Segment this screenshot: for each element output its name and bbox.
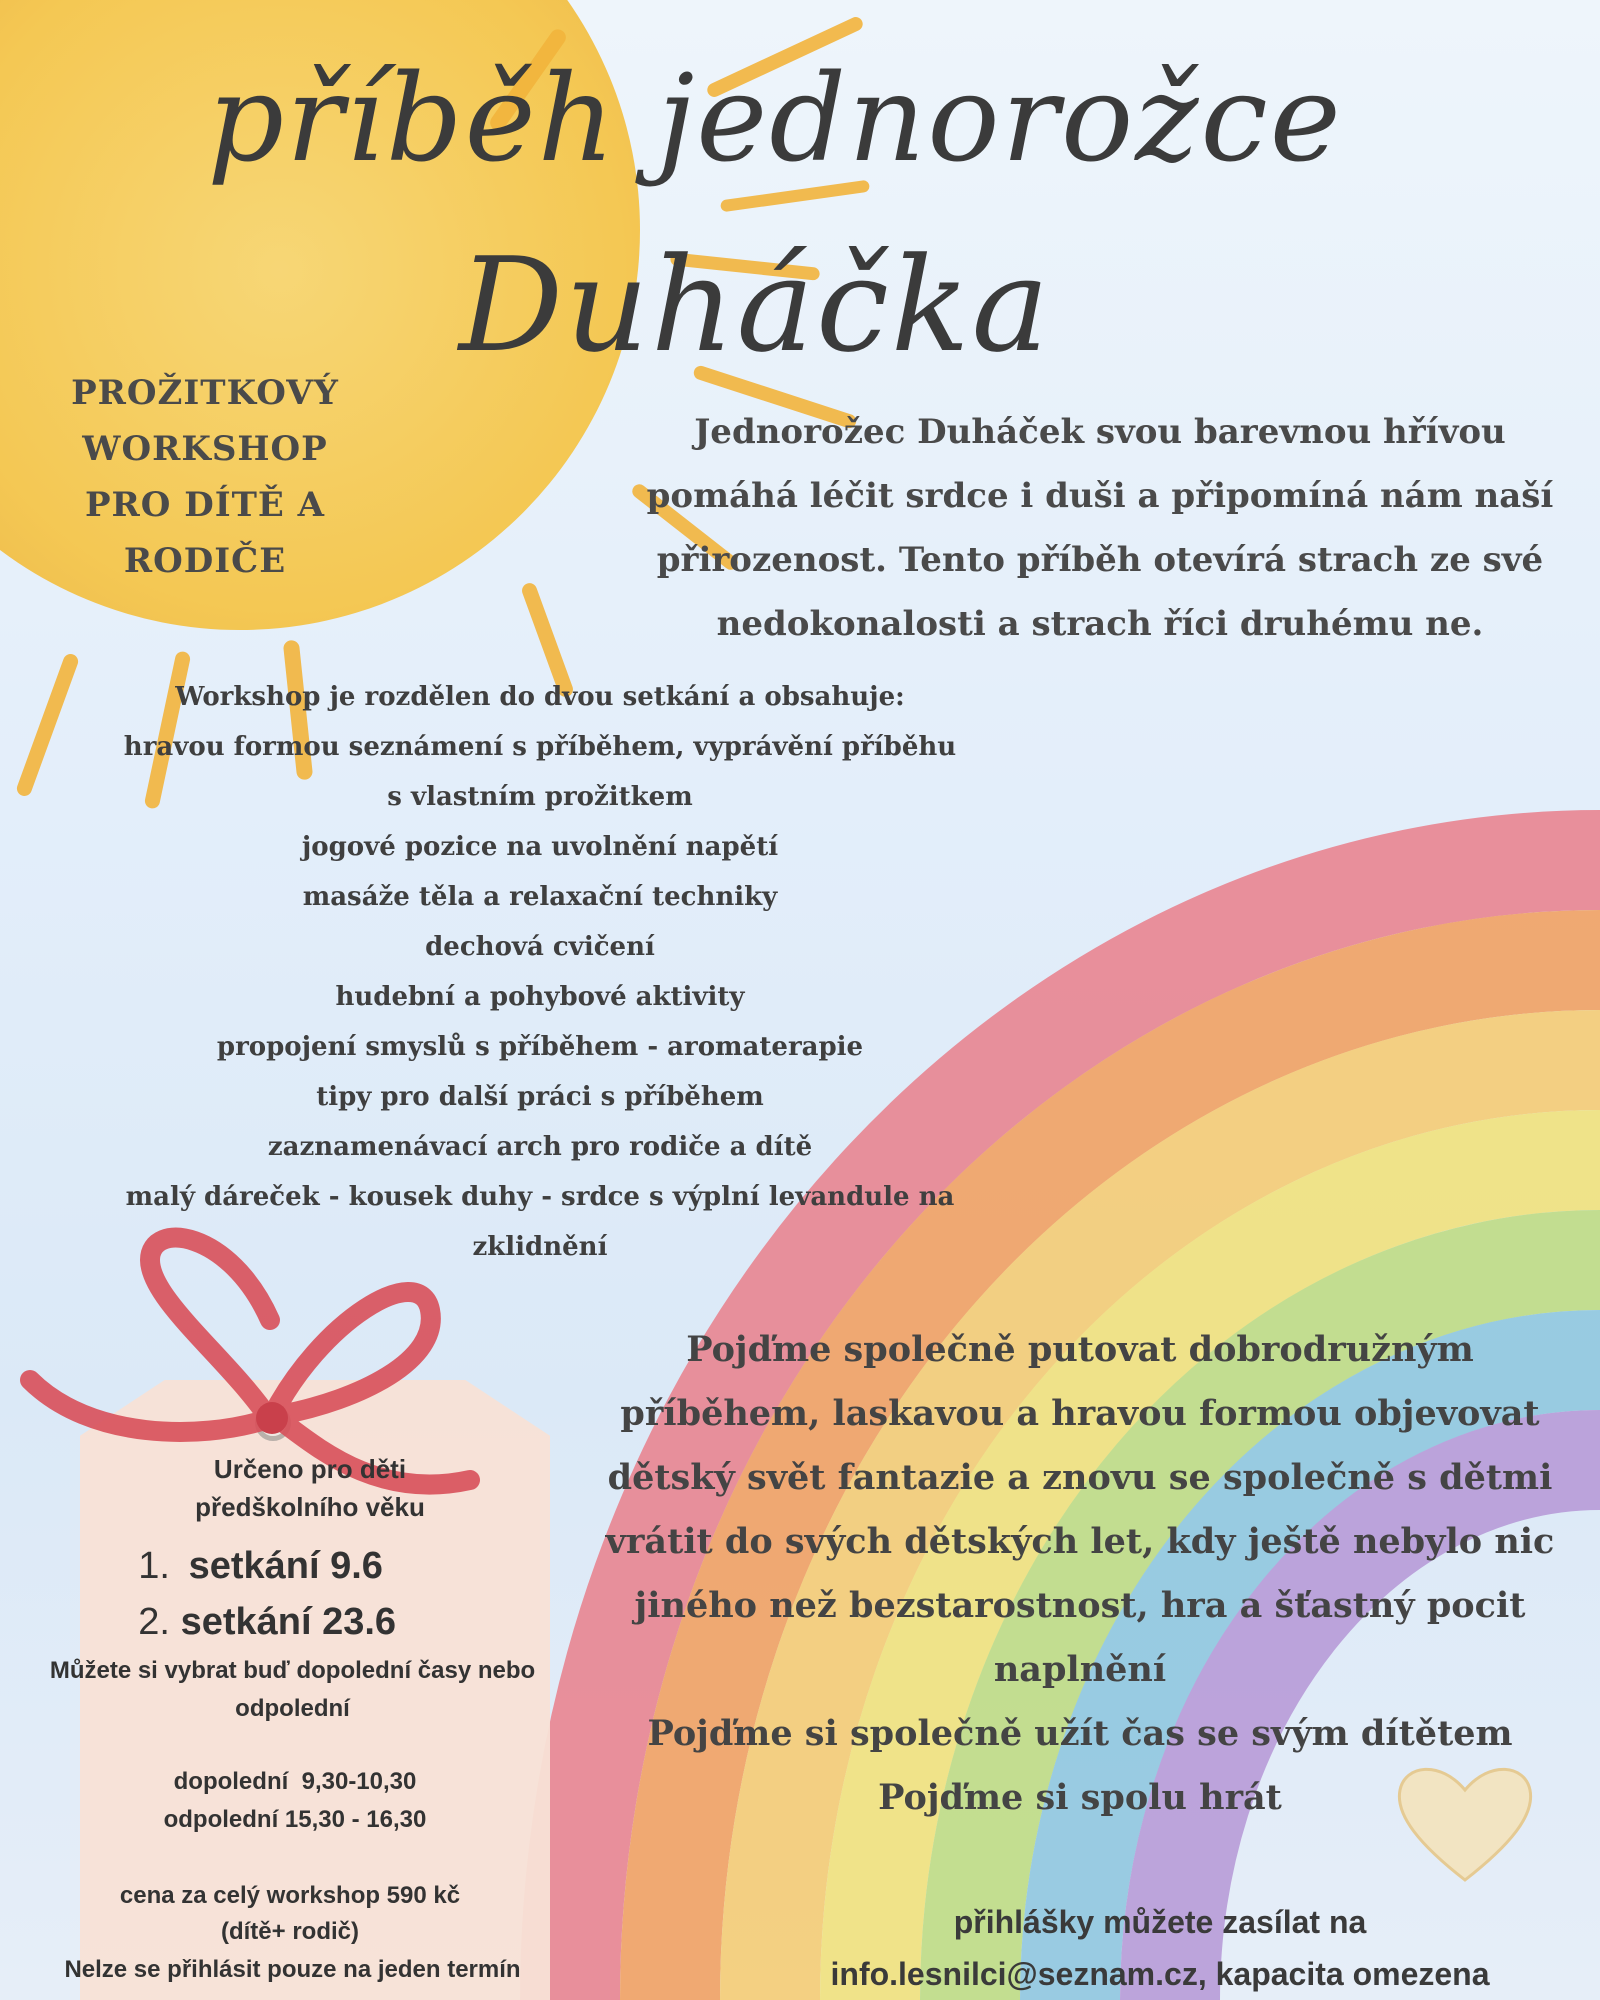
tag-audience-line: předškolního věku <box>195 1492 425 1522</box>
intro-line: pomáhá léčit srdce i duši a připomíná nám naší <box>646 476 1554 516</box>
time-afternoon: odpolední 15,30 - 16,30 <box>163 1806 427 1833</box>
contact-line: přihlášky můžete zasílat na <box>953 1904 1367 1940</box>
tag-audience <box>110 1450 510 1526</box>
meeting-number: 1. <box>138 1545 170 1587</box>
program-item: s vlastním prožitkem <box>387 782 693 812</box>
invitation-line: vrátit do svých dětských let, kdy ještě nebylo nic <box>605 1521 1555 1562</box>
meeting-1 <box>125 1538 525 1594</box>
invitation-line: příběhem, laskavou a hravou formou objevovat <box>620 1393 1540 1434</box>
intro-line: přirozenost. Tento příběh otevírá strach ze své <box>656 540 1544 580</box>
program-item: dechová cvičení <box>425 932 655 962</box>
program-item: malý dáreček - kousek duhy - srdce s výplní levandule na <box>125 1182 955 1212</box>
contact-email[interactable]: info.lesnilci@seznam.cz, kapacita omezena <box>830 1956 1490 1992</box>
price-line: cena za celý workshop 590 kč <box>119 1882 461 1909</box>
program-item: hravou formou seznámení s příběhem, vyprávění příběhu <box>123 732 957 762</box>
meeting-number: 2. <box>138 1601 170 1643</box>
program-item: tipy pro další práci s příběhem <box>316 1082 764 1112</box>
meeting-date: setkání 23.6 <box>180 1601 397 1643</box>
tag-note: Nelze se přihlásit pouze na jeden termín <box>64 1956 521 1983</box>
program-item: jogové pozice na uvolnění napětí <box>301 832 779 862</box>
meeting-date: setkání 9.6 <box>188 1545 383 1587</box>
intro-line: Jednorožec Duháček svou barevnou hřívou <box>694 412 1506 452</box>
tag-choice-line: odpolední <box>235 1695 350 1722</box>
page-title-line2: Duháčka <box>458 229 1052 381</box>
intro-line: nedokonalosti a strach říci druhému ne. <box>716 604 1484 644</box>
tag-audience-line: Určeno pro děti <box>213 1454 407 1484</box>
subtitle-line: RODIČE <box>123 541 287 581</box>
program-item: hudební a pohybové aktivity <box>335 982 745 1012</box>
price-note: (dítě+ rodič) <box>220 1918 359 1945</box>
intro-paragraph <box>610 400 1590 656</box>
invitation-line: dětský svět fantazie a znovu se společně s dětmi <box>607 1457 1553 1498</box>
program-item: masáže těla a relaxační techniky <box>302 882 778 912</box>
invitation-line: Pojďme si spolu hrát <box>878 1777 1282 1818</box>
invitation-line: jiného než bezstarostnost, hra a šťastný pocit <box>634 1585 1526 1626</box>
program-list <box>60 672 1020 1272</box>
tag-price <box>60 1878 520 1950</box>
workshop-subtitle <box>40 365 370 589</box>
tag-choice <box>0 1652 585 1728</box>
tag-choice-line: Můžete si vybrat buď dopolední časy nebo <box>49 1657 536 1684</box>
subtitle-line: PRO DÍTĚ A <box>84 485 326 525</box>
invitation-line: Pojďme společně putovat dobrodružným <box>686 1329 1474 1370</box>
program-item: zklidnění <box>472 1232 608 1262</box>
program-item: propojení smyslů s příběhem - aromaterapie <box>216 1032 864 1062</box>
meeting-2 <box>125 1594 525 1650</box>
page-title-line1: příběh jednorožce <box>207 50 1343 189</box>
subtitle-line: PROŽITKOVÝ <box>71 373 339 413</box>
program-heading: Workshop je rozdělen do dvou setkání a obsahuje: <box>175 682 905 712</box>
contact-info <box>720 1896 1600 2000</box>
invitation-line: naplnění <box>993 1649 1167 1690</box>
time-morning: dopolední 9,30-10,30 <box>173 1768 417 1795</box>
tag-times <box>100 1763 490 1839</box>
subtitle-line: WORKSHOP <box>82 429 328 469</box>
invitation-paragraph <box>570 1318 1590 1830</box>
program-item: zaznamenávací arch pro rodiče a dítě <box>267 1132 813 1162</box>
invitation-line: Pojďme si společně užít čas se svým dítětem <box>647 1713 1513 1754</box>
